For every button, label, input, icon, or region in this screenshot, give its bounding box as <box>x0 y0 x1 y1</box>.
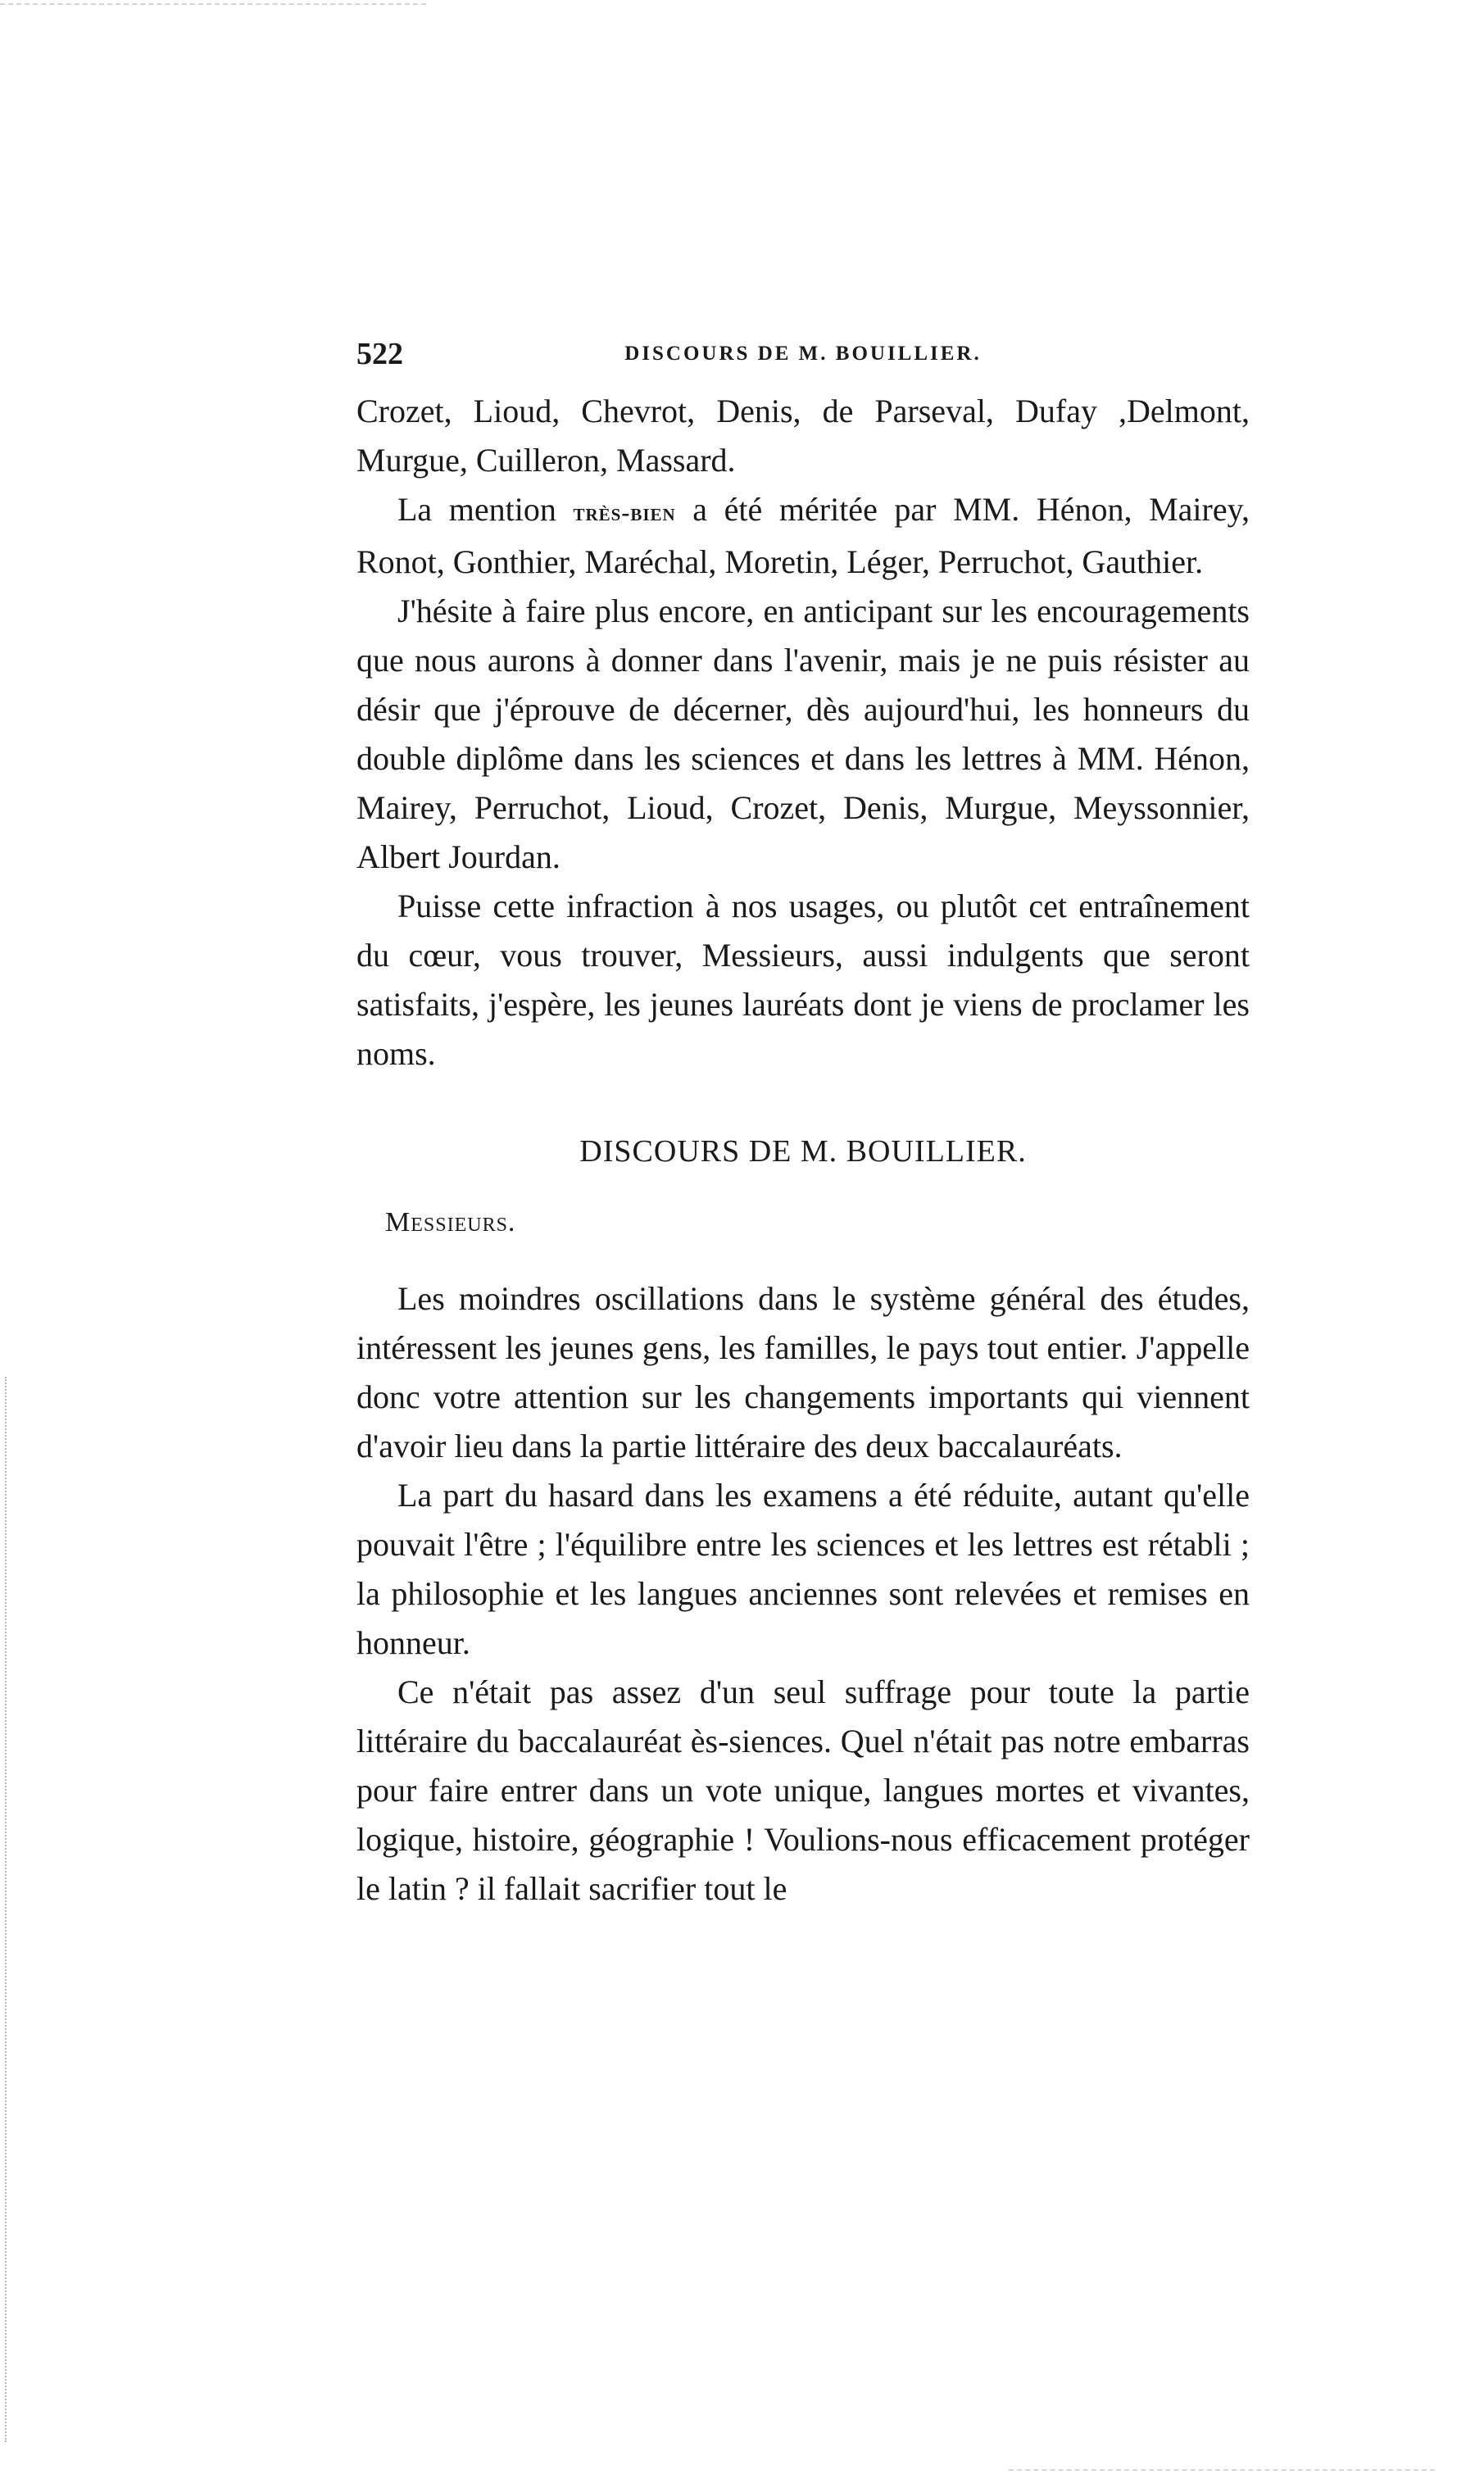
scan-edge-marks-bottom <box>1009 2469 1435 2472</box>
paragraph-hasard: La part du hasard dans les examens a été réduite, autant qu'elle pouvait l'être ; l'équilibre entre les sciences et les lettres est rétabli ; la philosophie et les langues anciennes sont relevées et remises en honneur. <box>356 1477 1250 1661</box>
text-block-awards <box>356 387 1250 1078</box>
running-header <box>356 336 1250 377</box>
paragraph-suffrage: Ce n'était pas assez d'un seul suffrage pour toute la partie littéraire du baccalauréat ès-siences. Quel n'était pas notre embarras pour faire entrer dans un vote unique, langues mortes et vivantes, logique, histoire, géographie ! Voulions-nous efficacement protéger le latin ? il fallait sacrifier tout le <box>356 1673 1250 1907</box>
salutation: Messieurs. <box>385 1207 516 1237</box>
paragraph-mention-tres-bien <box>356 485 1250 587</box>
page-number: 522 <box>356 337 403 371</box>
scan-edge-marks-top <box>0 3 426 7</box>
paragraph-oscillations: Les moindres oscillations dans le système général des études, intéressent les jeunes gens, les familles, le pays tout entier. J'appelle donc votre attention sur les changements importants qui viennent d'avoir lieu dans la partie littéraire des deux baccalauréats. <box>356 1280 1250 1464</box>
paragraph-names-list: Crozet, Lioud, Chevrot, Denis, de Parseval, Dufay ,Delmont, Murgue, Cuilleron, Massard. <box>356 393 1250 479</box>
text-block-speech <box>356 1274 1250 1914</box>
paragraph-double-diplome: J'hésite à faire plus encore, en anticipant sur les encouragements que nous aurons à donner dans l'avenir, mais je ne puis résister au désir que j'éprouve de décerner, dès aujourd'hui, les honneurs du double diplôme dans les sciences et dans les lettres à MM. Hénon, Mairey, Perruchot, Lioud, Crozet, Denis, Murgue, Meyssonnier, Albert Jourdan. <box>356 593 1250 875</box>
scan-edge-marks-left <box>5 1377 11 2442</box>
mention-tres-bien: très-bien <box>573 499 676 526</box>
running-title: DISCOURS DE M. BOUILLIER. <box>624 343 982 365</box>
section-heading: DISCOURS DE M. BOUILLIER. <box>579 1134 1027 1169</box>
mention-text-after: a été méritée par MM. Hénon, Mairey, Ronot, Gonthier, Maréchal, Moretin, Léger, Perruchot, Gauthier. <box>356 491 1250 580</box>
paragraph-closing-remarks: Puisse cette infraction à nos usages, ou plutôt cet entraînement du cœur, vous trouver, Messieurs, aussi indulgents que seront satisfaits, j'espère, les jeunes lauréats dont je viens de proclamer les noms. <box>356 888 1250 1072</box>
mention-text-before: La mention <box>397 491 574 528</box>
